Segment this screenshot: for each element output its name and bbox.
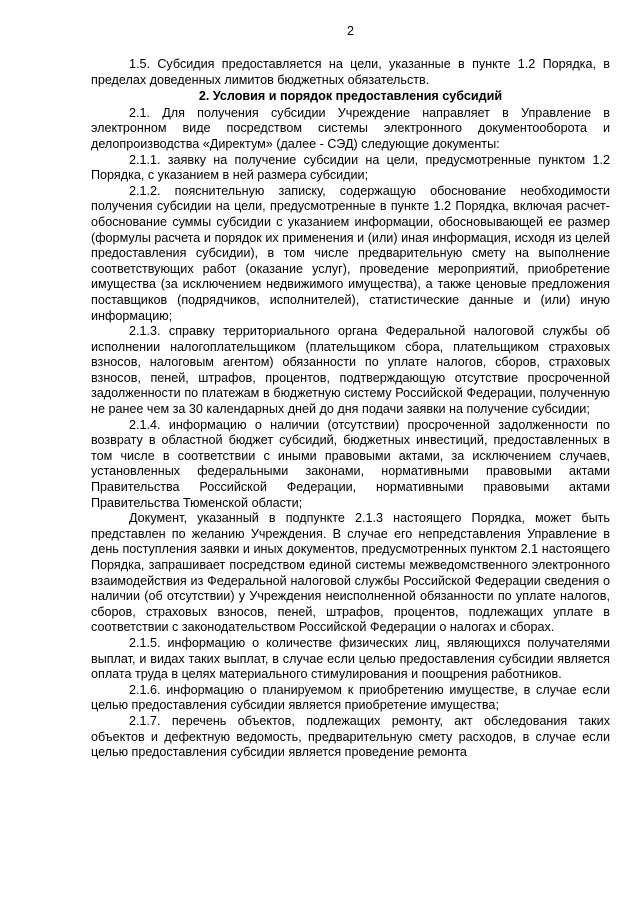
- document-body: [91, 57, 610, 761]
- document-page: [91, 24, 610, 761]
- paragraph-2-1-6: 2.1.6. информацию о планируемом к приобретению имуществе, в случае если целью предоставления субсидии является приобретение имущества;: [91, 682, 610, 713]
- paragraph-1-5: 1.5. Субсидия предоставляется на цели, указанные в пункте 1.2 Порядка, в пределах доведенных лимитов бюджетных обязательств.: [91, 57, 610, 87]
- paragraph-2-1-4: 2.1.4. информацию о наличии (отсутствии) просроченной задолженности по возврату в областной бюджет субсидий, бюджетных инвестиций, предоставленных в том числе в соответствии с иными правовыми актами, за исключением случаев, установленных федеральными законами, нормативными правовыми актами Правительства Российской Федерации, нормативными правовыми актами Правительства Тюменской области;: [91, 417, 610, 510]
- paragraph-2-1-7: 2.1.7. перечень объектов, подлежащих ремонту, акт обследования таких объектов и дефектную ведомость, предварительную смету расходов, в случае если целью предоставления субсидии является проведение ремонта: [91, 713, 610, 760]
- paragraph-document-note: Документ, указанный в подпункте 2.1.3 настоящего Порядка, может быть представлен по желанию Учреждения. В случае его непредставления Управление в день поступления заявки и иных документов, предусмотренных пунктом 2.1 настоящего Порядка, запрашивает посредством единой системы межведомственного электронного взаимодействия из Федеральной налоговой службы Российской Федерации сведения о наличии (об отсутствии) у Учреждения неисполненной обязанности по уплате налогов, сборов, страховых взносов, пеней, штрафов, процентов, подлежащих уплате в соответствии с законодательством Российской Федерации о налогах и сборах.: [91, 511, 610, 635]
- page-number: 2: [347, 24, 354, 38]
- section-heading: 2. Условия и порядок предоставления субсидий: [198, 89, 503, 104]
- paragraph-2-1-5: 2.1.5. информацию о количестве физических лиц, являющихся получателями выплат, и видах таких выплат, в случае если целью предоставления субсидии является оплата труда в целях материального стимулирования и поощрения работников.: [91, 635, 610, 682]
- paragraph-2-1-1: 2.1.1. заявку на получение субсидии на цели, предусмотренные пунктом 1.2 Порядка, с указанием в ней размера субсидии;: [91, 152, 610, 183]
- paragraph-2-1-3: 2.1.3. справку территориального органа Федеральной налоговой службы об исполнении налогоплательщиком (плательщиком сбора, плательщиком страховых взносов, налоговым агентом) обязанности по уплате налогов, сборов, страховых взносов, пеней, штрафов, процентов, подтверждающую отсутствие просроченной задолженности по платежам в бюджетную систему Российской Федерации, полученную не ранее чем за 30 календарных дней до дня подачи заявки на получение субсидии;: [91, 324, 610, 417]
- paragraph-2-1-2: 2.1.2. пояснительную записку, содержащую обоснование необходимости получения субсидии на цели, предусмотренные в пункте 1.2 Порядка, включая расчет-обоснование суммы субсидии с указанием информации, обосновывающей ее размер (формулы расчета и порядок их применения и (или) иная информация, исходя из целей предоставления субсидии), в том числе предварительную смету на выполнение соответствующих работ (оказание услуг), проведение мероприятий, приобретение имущества (за исключением недвижимого имущества), а также ценовые предложения поставщиков (подрядчиков, исполнителей), статистические данные и (или) иную информацию;: [91, 183, 610, 323]
- paragraph-2-1: 2.1. Для получения субсидии Учреждение направляет в Управление в электронном виде посредством системы электронного документооборота и делопроизводства «Директум» (далее - СЭД) следующие документы:: [91, 105, 610, 151]
